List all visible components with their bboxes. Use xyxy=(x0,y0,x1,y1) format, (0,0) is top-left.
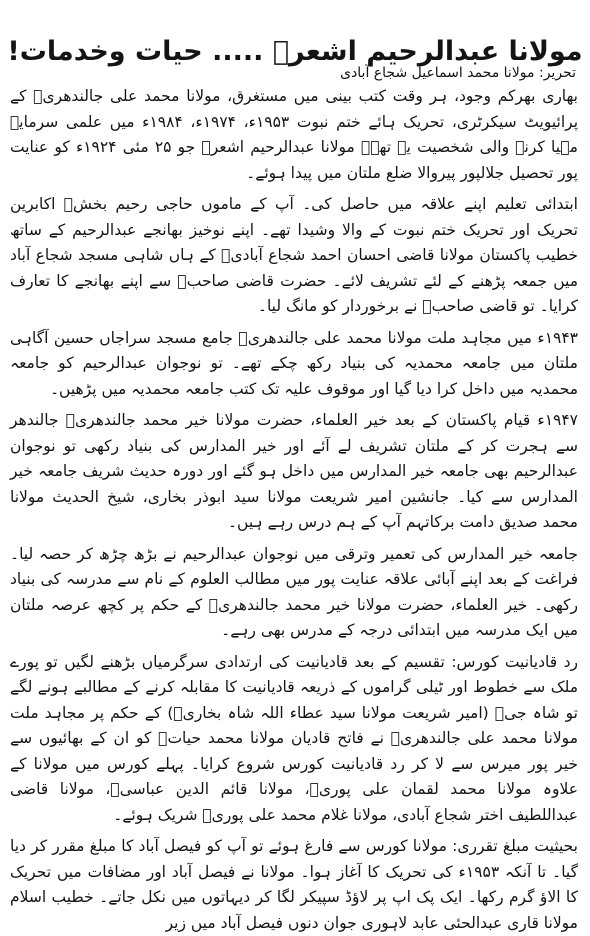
article-body xyxy=(10,84,579,932)
paragraph-muballigh-appointment: بحیثیت مبلغ تقرری: مولانا کورس سے فارغ ہوئے تو آپ کو فیصل آباد کا مبلغ مقرر کر دیا گیا۔ تا آنکہ ۱۹۵۳ء کی تحریک کا آغاز ہوا۔ مولانا نے فیصل آباد اور مضافات میں تحریک کا الاؤ گرم رکھا۔ ایک پک اپ پر لاؤڈ سپیکر لگا کر دیہاتوں میں نکل جاتے۔ خطیب اسلام مولانا قاری عبدالحئی عابد لاہوری جوان دنوں فیصل آباد میں زیر xyxy=(10,837,578,932)
article-title: مولانا عبدالرحیم اشعرؒ ..... حیات وخدمات! xyxy=(7,36,583,68)
paragraph-madrasa-foundation: جامعہ خیر المدارس کی تعمیر وترقی میں نوجوان عبدالرحیم نے بڑھ چڑھ کر حصہ لیا۔ فراغت کے بعد اپنے آبائی علاقہ عنایت پور میں مطالب العلوم کے نام سے مدرسہ کی بنیاد رکھی۔ خیر العلماء، حضرت مولانا خیر محمد جالندھریؒ کے حکم پر کچھ عرصہ ملتان میں ایک مدرسہ میں ابتدائی درجہ کے مدرس بھی رہے۔ xyxy=(10,544,578,639)
paragraph-jamia-muhammadia: ۱۹۴۳ء میں مجاہد ملت مولانا محمد علی جالندھریؒ جامع مسجد سراجاں حسین آگاہی ملتان میں جامعہ محمدیہ کی بنیاد رکھ چکے تھے۔ تو نوجوان عبدالرحیم کو جامعہ محمدیہ میں داخل کرا دیا گیا اور موقوف علیہ تک کتب جامعہ محمدیہ میں پڑھیں۔ xyxy=(10,328,578,398)
paragraph-radd-qadianiyat-course: رد قادیانیت کورس: تقسیم کے بعد قادیانیت کی ارتدادی سرگرمیاں بڑھنے لگیں تو پورے ملک سے خطوط اور ٹیلی گراموں کے ذریعہ قادیانیت کا مقابلہ کرنے کے مطالبے ہونے لگے تو شاہ جیؒ (امیر شریعت مولانا سید عطاء اللہ شاہ بخاریؒ) کے حکم پر مجاہد ملت مولانا محمد علی جالندھریؒ نے فاتح قادیان مولانا محمد حیاتؒ کو ان کے بھائیوں سے خیر پور میرس سے لا کر رد قادیانیت کورس شروع کرایا۔ پہلے کورس میں مولانا کے علاوہ مولانا محمد لقمان علی پوریؒ، مولانا قائم الدین عباسیؒ، مولانا قاضی عبداللطیف اختر شجاع آبادی، مولانا غلام محمد علی پوریؒ شریک ہوئے۔ xyxy=(10,652,578,824)
paragraph-intro: بھاری بھرکم وجود، ہر وقت کتب بینی میں مستغرق، مولانا محمد علی جالندھریؒ کے پرائیویٹ سیکرٹری، تحریک ہائے ختم نبوت ۱۹۵۳ء، ۱۹۷۴ء، ۱۹۸۴ء میں علمی سرمایہ مہیا کرنے والی شخصیت یہ تھے۔ مولانا عبدالرحیم اشعرؒ جو ۲۵ مئی ۱۹۲۴ء کو عنایت پور تحصیل جلالپور پیروالا ضلع ملتان میں پیدا ہوئے۔ xyxy=(10,87,579,182)
paragraph-early-education: ابتدائی تعلیم اپنے علاقہ میں حاصل کی۔ آپ کے ماموں حاجی رحیم بخشؒ اکابرین تحریک اور تحریک ختم نبوت کے والا وشیدا تھے۔ اپنے نوخیز بھانجے عبدالرحیم کے ساتھ خطیب پاکستان مولانا قاضی احسان احمد شجاع آبادیؒ کے ہاں شاہی مسجد شجاع آباد میں جمعہ پڑھنے کے لئے تشریف لائے۔ حضرت قاضی صاحبؒ سے اپنے بھانجے کا تعارف کرایا۔ تو قاضی صاحبؒ نے برخوردار کو مانگ لیا۔ xyxy=(10,195,578,315)
article-byline: تحریر: مولانا محمد اسماعیل شجاع آبادی xyxy=(340,65,576,81)
paragraph-khair-ul-madaris: ۱۹۴۷ء قیام پاکستان کے بعد خیر العلماء، حضرت مولانا خیر محمد جالندھریؒ جالندھر سے ہجرت کر کے ملتان تشریف لے آئے اور خیر المدارس کی بنیاد رکھی تو نوجوان عبدالرحیم بھی جامعہ خیر المدارس میں داخل ہو گئے اور دورہ حدیث شریف جامعہ خیر المدارس سے کیا۔ جانشین امیر شریعت مولانا سید ابوذر بخاری، شیخ الحدیث مولانا محمد صدیق دامت برکاتہم آپ کے ہم درس رہے ہیں۔ xyxy=(10,411,578,531)
